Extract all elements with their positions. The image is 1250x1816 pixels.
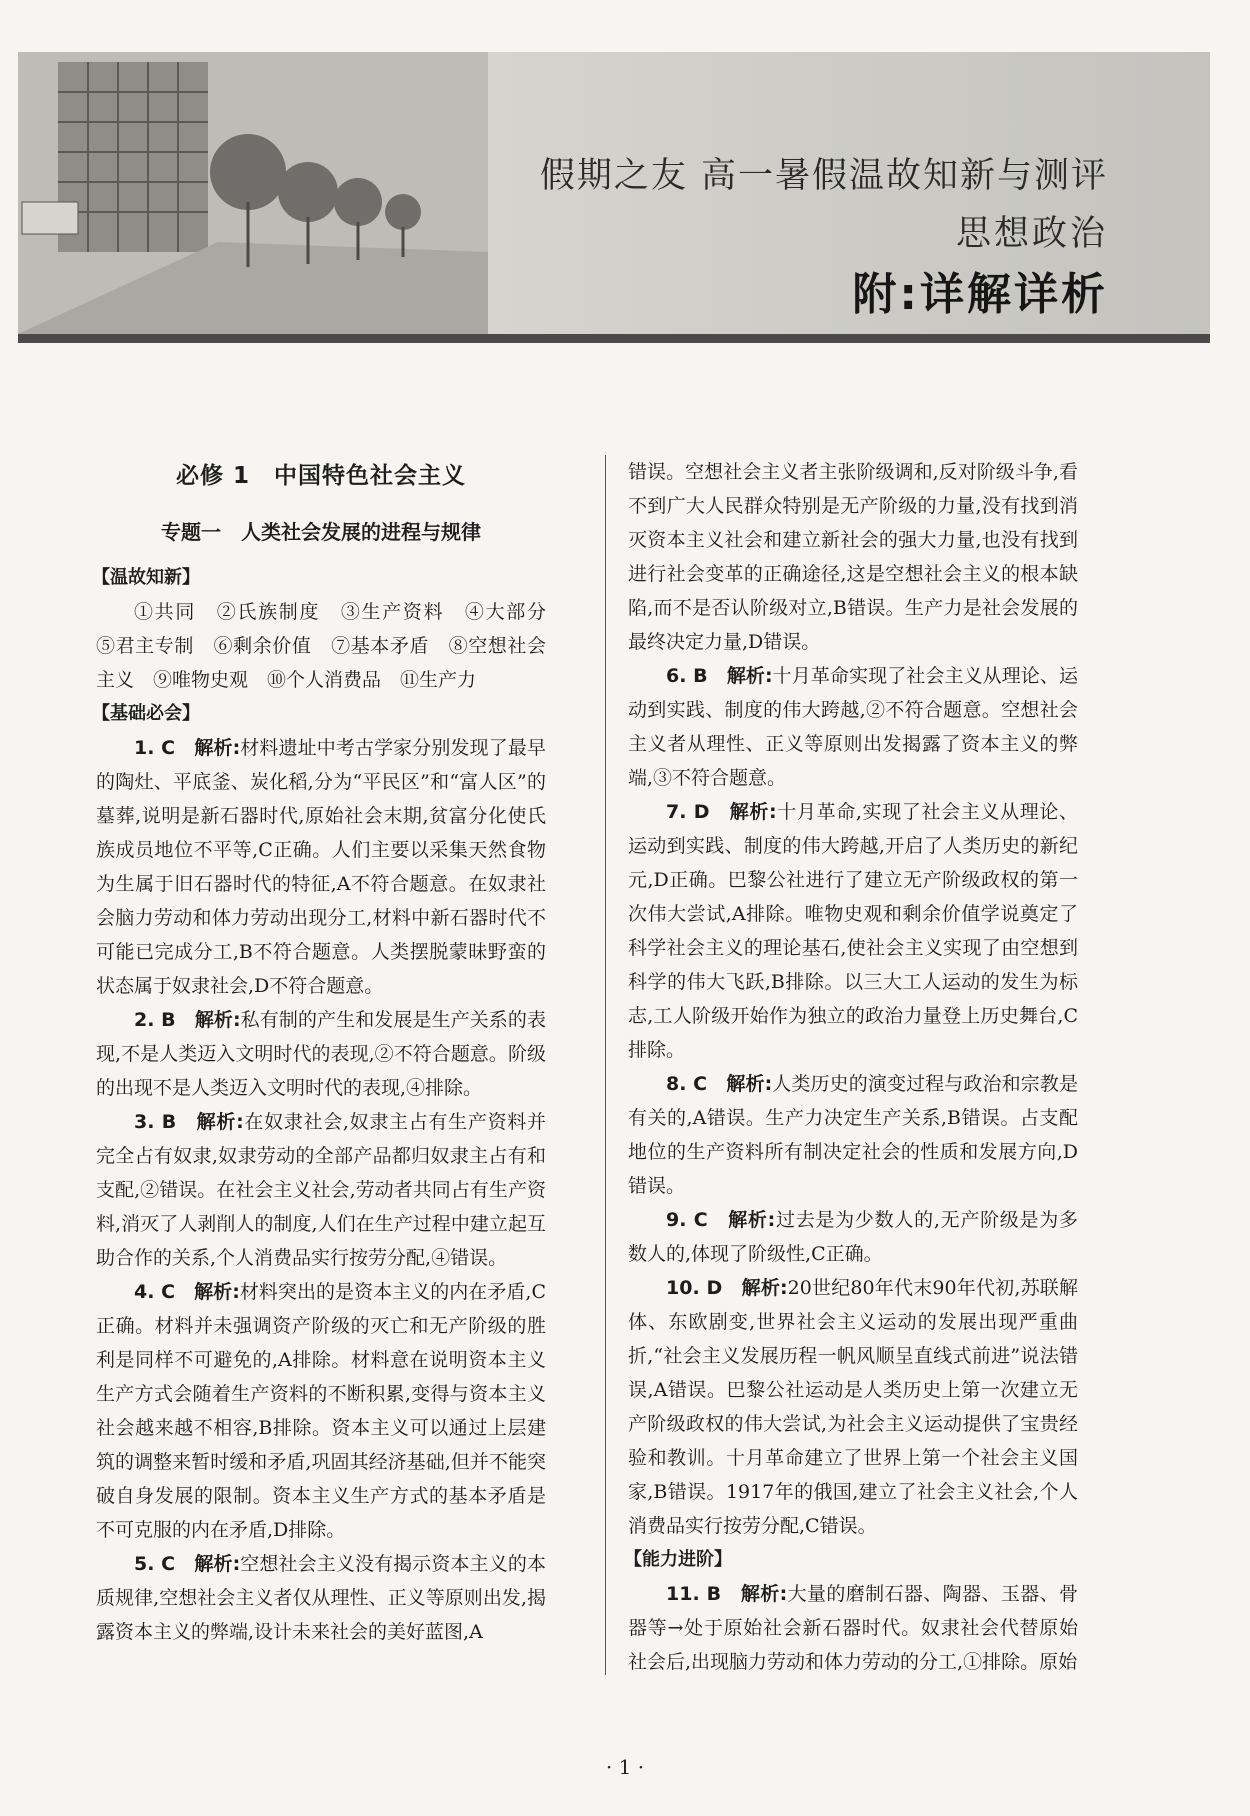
banner-subject: 思想政治	[955, 214, 1108, 254]
answer-number: 6. B	[666, 665, 708, 687]
analysis-label: 解析:	[728, 1209, 776, 1231]
answer-number: 5. C	[134, 1553, 176, 1575]
topic-title: 专题一 人类社会发展的进程与规律	[161, 520, 481, 544]
column-divider	[605, 455, 606, 1675]
answer-number: 11. B	[666, 1583, 722, 1605]
analysis-label: 解析:	[194, 737, 241, 759]
answer-number: 4. C	[134, 1281, 176, 1303]
analysis-label: 解析:	[196, 1111, 244, 1133]
banner-title: 假期之友 高一暑假温故知新与测评	[539, 156, 1108, 196]
answer-item	[628, 1577, 1078, 1679]
analysis-label: 解析:	[194, 1281, 240, 1303]
left-column	[92, 455, 566, 1649]
answer-number: 3. B	[134, 1111, 177, 1133]
answer-item	[628, 1203, 1078, 1271]
answer-item	[96, 731, 546, 1003]
analysis-label: 解析:	[726, 1073, 773, 1095]
answer-item	[628, 1067, 1078, 1203]
answer-number: 9. C	[666, 1209, 708, 1231]
answer-number: 10. D	[666, 1277, 723, 1299]
answer-text: 20世纪80年代末90年代初,苏联解体、东欧剧变,世界社会主义运动的发展出现严重曲折,“社会主义发展历程一帆风顺呈直线式前进”说法错误,A错误。巴黎公社运动是人类历史上第一次建立无产阶级政权的伟大尝试,为社会主义运动提供了宝贵经验和教训。十月革命建立了世界上第一个社会主义国家,B错误。1917年的俄国,建立了社会主义社会,个人消费品实行按劳分配,C错误。	[628, 1277, 1078, 1537]
answer-item	[96, 1003, 546, 1105]
answer-text: 十月革命实现了社会主义从理论、运动到实践、制度的伟大跨越,②不符合题意。空想社会主义者从理性、正义等原则出发揭露了资本主义的弊端,③不符合题意。	[628, 665, 1078, 789]
answer-text: 过去是为少数人的,无产阶级是为多数人的,体现了阶级性,C正确。	[628, 1209, 1078, 1265]
answer-item	[628, 659, 1078, 795]
page-number: · 1 ·	[605, 1755, 645, 1779]
answer-item	[628, 795, 1078, 1067]
section-heading-review: 【温故知新】	[92, 567, 200, 588]
analysis-label: 解析:	[194, 1553, 241, 1575]
answer-text: 在奴隶社会,奴隶主占有生产资料并完全占有奴隶,奴隶劳动的全部产品都归奴隶主占有和支配,②错误。在社会主义社会,劳动者共同占有生产资料,消灭了人剥削人的制度,人们在生产过程中建立起互助合作的关系,个人消费品实行按劳分配,④错误。	[96, 1111, 546, 1269]
answer-text: 十月革命,实现了社会主义从理论、运动到实践、制度的伟大跨越,开启了人类历史的新纪元,D正确。巴黎公社进行了建立无产阶级政权的第一次伟大尝试,A排除。唯物史观和剩余价值学说奠定了科学社会主义的理论基石,使社会主义实现了由空想到科学的伟大飞跃,B排除。以三大工人运动的发生为标志,工人阶级开始作为独立的政治力量登上历史舞台,C排除。	[628, 801, 1078, 1061]
analysis-label: 解析:	[726, 665, 773, 687]
section-heading-advanced: 【能力进阶】	[624, 1549, 732, 1570]
answer-item	[96, 1105, 546, 1275]
answer-number: 2. B	[134, 1009, 176, 1031]
banner-tag: 附:详解详析	[852, 269, 1108, 320]
banner-divider	[18, 334, 1210, 343]
header-banner	[18, 52, 1210, 334]
answer-item	[96, 1275, 546, 1547]
answer-text: 材料遗址中考古学家分别发现了最早的陶灶、平底釜、炭化稻,分为“平民区”和“富人区”的墓葬,说明是新石器时代,原始社会末期,贫富分化使氏族成员地位不平等,C正确。人们主要以采集天然食物为生属于旧石器时代的特征,A不符合题意。在奴隶社会脑力劳动和体力劳动出现分工,材料中新石器时代不可能已完成分工,B不符合题意。人类摆脱蒙昧野蛮的状态属于奴隶社会,D不符合题意。	[96, 737, 546, 997]
answer-item	[96, 1547, 546, 1649]
answer-item	[628, 1271, 1078, 1543]
review-answer-keys: ①共同 ②氏族制度 ③生产资料 ④大部分 ⑤君主专制 ⑥剩余价值 ⑦基本矛盾 ⑧空想社会主义 ⑨唯物史观 ⑩个人消费品 ⑪生产力	[96, 601, 566, 691]
answer-number: 8. C	[666, 1073, 708, 1095]
banner-text-block	[540, 147, 1108, 327]
analysis-label: 解析:	[740, 1583, 788, 1605]
analysis-label: 解析:	[741, 1277, 788, 1299]
answer-number: 7. D	[666, 801, 710, 823]
right-column	[624, 455, 1078, 1679]
book-title: 必修 1 中国特色社会主义	[175, 463, 466, 489]
answer-text: 私有制的产生和发展是生产关系的表现,不是人类迈入文明时代的表现,②不符合题意。阶级的出现不是人类迈入文明时代的表现,④排除。	[96, 1009, 546, 1099]
answer-text: 大量的磨制石器、陶器、玉器、骨器等→处于原始社会新石器时代。奴隶社会代替原始社会后,出现脑力劳动和体力劳动的分工,①排除。原始	[628, 1583, 1078, 1673]
answer-number: 1. C	[134, 737, 176, 759]
answer-text: 空想社会主义没有揭示资本主义的本质规律,空想社会主义者仅从理性、正义等原则出发,揭露资本主义的弊端,设计未来社会的美好蓝图,A	[96, 1553, 546, 1643]
analysis-label: 解析:	[729, 801, 777, 823]
analysis-label: 解析:	[194, 1009, 241, 1031]
answer-text: 材料突出的是资本主义的内在矛盾,C正确。材料并未强调资产阶级的灭亡和无产阶级的胜利是同样不可避免的,A排除。材料意在说明资本主义生产方式会随着生产资料的不断积累,变得与资本主义社会越来越不相容,B排除。资本主义可以通过上层建筑的调整来暂时缓和矛盾,巩固其经济基础,但并不能突破自身发展的限制。资本主义生产方式的基本矛盾是不可克服的内在矛盾,D排除。	[96, 1281, 546, 1541]
answer-continuation: 错误。空想社会主义者主张阶级调和,反对阶级斗争,看不到广大人民群众特别是无产阶级的力量,没有找到消灭资本主义社会和建立新社会的强大力量,也没有找到进行社会变革的正确途径,这是空想社会主义的根本缺陷,而不是否认阶级对立,B错误。生产力是社会发展的最终决定力量,D错误。	[628, 461, 1078, 653]
answer-text: 人类历史的演变过程与政治和宗教是有关的,A错误。生产力决定生产关系,B错误。占支配地位的生产资料所有制决定社会的性质和发展方向,D错误。	[628, 1073, 1078, 1197]
campus-sketch-image	[18, 52, 488, 334]
section-heading-basic: 【基础必会】	[92, 703, 200, 724]
